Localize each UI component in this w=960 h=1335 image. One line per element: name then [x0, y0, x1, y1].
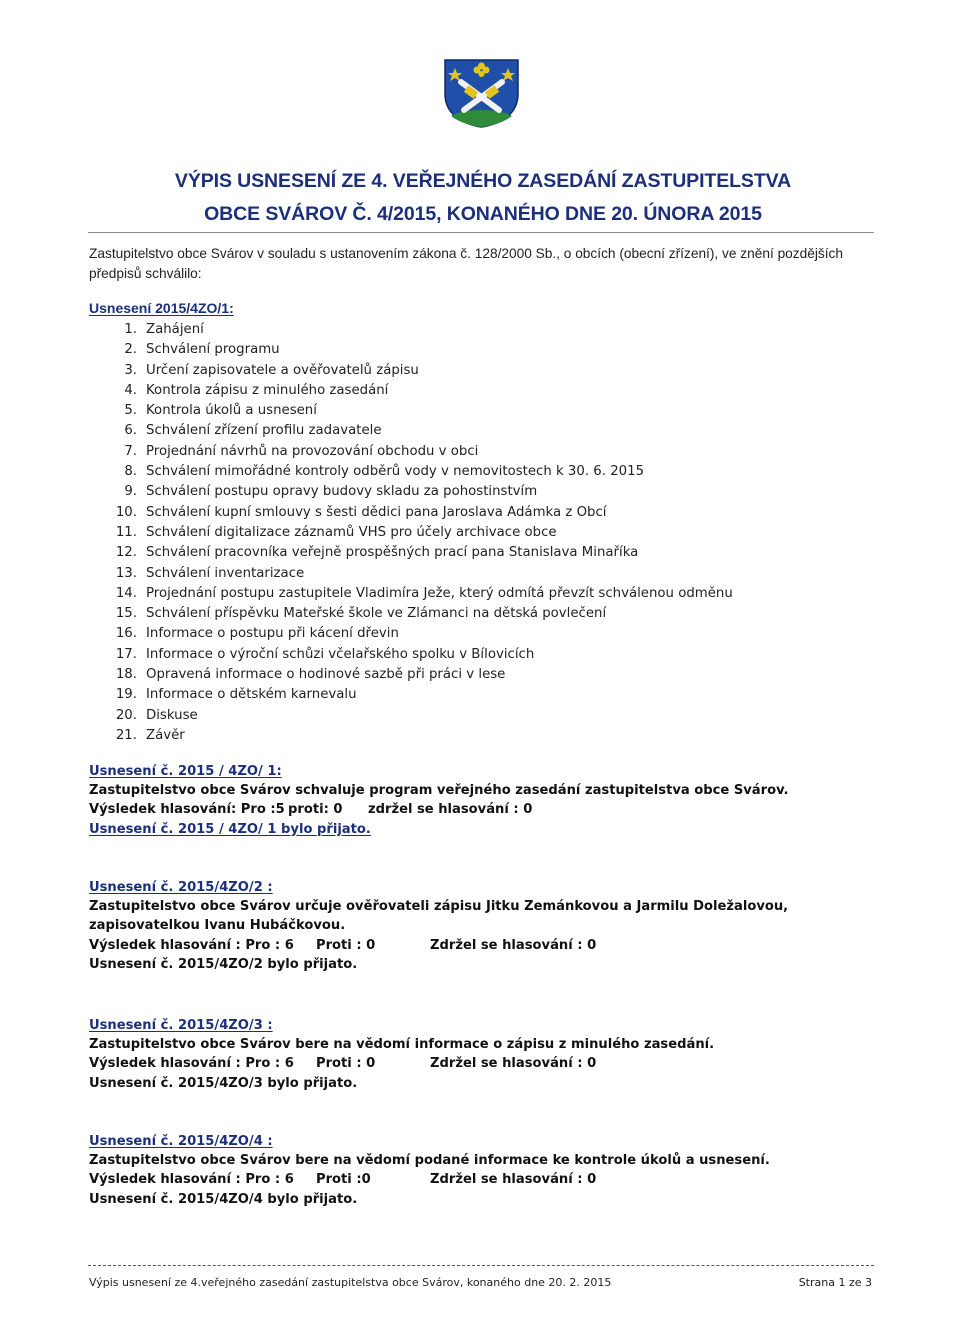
agenda-item-text: Zahájení	[146, 322, 204, 337]
agenda-item-text: Schválení kupní smlouvy s šesti dědici pana Jaroslava Adámka z Obcí	[146, 504, 607, 520]
agenda-item-number: 10.	[115, 504, 137, 520]
agenda-item-text: Schválení příspěvku Mateřské škole ve Zlámanci na dětská povlečení	[146, 606, 607, 622]
agenda-item-text: Kontrola zápisu z minulého zasedání	[146, 382, 389, 398]
agenda-item-number: 20.	[115, 707, 137, 723]
resolution-result: Usnesení č. 2015/4ZO/2 bylo přijato.	[89, 956, 358, 972]
vote-pro: Výsledek hlasování : Pro : 6	[89, 937, 294, 953]
footer-divider	[88, 1265, 874, 1266]
resolution-text: Zastupitelstvo obce Svárov bere na vědomí podané informace ke kontrole úkolů a usnesení.	[89, 1153, 770, 1169]
resolution-3	[89, 1016, 889, 1093]
agenda-item-text: Diskuse	[146, 707, 198, 723]
agenda-item-number: 16.	[115, 626, 137, 642]
vote-result	[89, 800, 889, 819]
agenda-item-text: Kontrola úkolů a usnesení	[146, 403, 317, 419]
resolution-heading: Usnesení č. 2015/4ZO/2 :	[89, 880, 273, 895]
agenda-item-text: Schválení digitalizace záznamů VHS pro účely archivace obce	[146, 524, 557, 540]
title-divider	[88, 232, 874, 233]
resolution-4	[89, 1132, 889, 1209]
agenda-item-number: 8.	[124, 464, 137, 480]
agenda-item-text: Informace o postupu při kácení dřevin	[146, 626, 399, 642]
agenda-heading: Usnesení 2015/4ZO/1:	[89, 300, 234, 316]
agenda-item-number: 12.	[115, 545, 137, 561]
document-title-line-1: VÝPIS USNESENÍ ZE 4. VEŘEJNÉHO ZASEDÁNÍ ZASTUPITELSTVA	[174, 170, 792, 192]
resolution-result: Usnesení č. 2015/4ZO/3 bylo přijato.	[89, 1075, 358, 1091]
agenda-item-number: 4.	[124, 382, 137, 398]
agenda-item-text: Určení zapisovatele a ověřovatelů zápisu	[146, 362, 419, 378]
resolution-result: Usnesení č. 2015/4ZO/4 bylo přijato.	[89, 1191, 358, 1207]
agenda-item-number: 18.	[115, 667, 137, 683]
vote-result	[89, 1054, 889, 1073]
resolution-text: Zastupitelstvo obce Svárov určuje ověřovateli zápisu Jitku Zemánkovou a Jarmilu Doležalovou, zapisovatelkou Ivanu Hubáčkovou.	[89, 899, 789, 934]
agenda-item-text: Schválení inventarizace	[146, 565, 305, 581]
agenda-item-text: Projednání návrhů na provozování obchodu v obci	[146, 443, 479, 459]
agenda-item-text: Schválení programu	[146, 342, 280, 358]
vote-pro: Výsledek hlasování : Pro : 6	[89, 1172, 294, 1188]
resolution-text: Zastupitelstvo obce Svárov bere na vědomí informace o zápisu z minulého zasedání.	[89, 1037, 715, 1053]
vote-proti: Proti : 0	[316, 937, 376, 953]
vote-zdrzel: Zdržel se hlasování : 0	[430, 1056, 597, 1072]
resolution-2	[89, 878, 889, 974]
municipal-crest-icon	[443, 58, 520, 128]
agenda-item-text: Závěr	[146, 727, 185, 743]
agenda-item-text: Projednání postupu zastupitele Vladimíra Ježe, který odmítá převzít schválenou odměnu	[146, 585, 733, 601]
agenda-item-text: Schválení mimořádné kontroly odběrů vody v nemovitostech k 30. 6. 2015	[146, 464, 645, 480]
agenda-item-number: 13.	[115, 565, 137, 581]
agenda-item-number: 14.	[115, 585, 137, 601]
resolution-heading: Usnesení č. 2015/4ZO/3 :	[89, 1018, 273, 1033]
agenda-item-text: Informace o dětském karnevalu	[146, 687, 357, 703]
intro-paragraph: Zastupitelstvo obce Svárov v souladu s ustanovením zákona č. 128/2000 Sb., o obcích (obecní zřízení), ve znění pozdějších předpisů schválilo:	[89, 246, 844, 281]
resolution-result: Usnesení č. 2015 / 4ZO/ 1 bylo přijato.	[89, 821, 371, 837]
agenda-item-text: Schválení zřízení profilu zadavatele	[146, 423, 382, 439]
resolution-1	[89, 762, 889, 839]
agenda-item-text: Schválení pracovníka veřejně prospěšných prací pana Stanislava Minaříka	[146, 545, 639, 561]
agenda-item-number: 19.	[115, 687, 137, 703]
vote-proti: proti: 0	[288, 802, 343, 818]
vote-zdrzel: zdržel se hlasování : 0	[368, 802, 533, 818]
agenda-item-number: 21.	[115, 727, 137, 743]
resolution-heading: Usnesení č. 2015/4ZO/4 :	[89, 1134, 273, 1149]
agenda-item-text: Informace o výroční schůzi včelařského spolku v Bílovicích	[146, 646, 535, 662]
agenda-item-text: Opravená informace o hodinové sazbě při práci v lese	[146, 667, 506, 683]
agenda-item-number: 11.	[115, 524, 137, 540]
agenda-item-number: 17.	[115, 646, 137, 662]
page-number: Strana 1 ze 3	[798, 1276, 872, 1289]
vote-result	[89, 1170, 889, 1189]
agenda-item-number: 6.	[124, 423, 137, 439]
vote-proti: Proti : 0	[316, 1056, 376, 1072]
resolution-text: Zastupitelstvo obce Svárov schvaluje program veřejného zasedání zastupitelstva obce Svárov.	[89, 783, 789, 799]
agenda-item-number: 9.	[124, 484, 137, 500]
agenda-item-text: Schválení postupu opravy budovy skladu za pohostinstvím	[146, 484, 538, 500]
agenda-item-number: 15.	[115, 606, 137, 622]
agenda-item-number: 2.	[124, 342, 137, 358]
agenda-item-number: 5.	[124, 403, 137, 419]
resolution-heading: Usnesení č. 2015 / 4ZO/ 1:	[89, 764, 282, 779]
agenda-item-number: 1.	[124, 322, 137, 337]
vote-zdrzel: Zdržel se hlasování : 0	[430, 1172, 597, 1188]
vote-pro: Výsledek hlasování : Pro : 6	[89, 1056, 294, 1072]
vote-result	[89, 936, 889, 955]
vote-pro: Výsledek hlasování: Pro :5	[89, 802, 285, 818]
footer-document-info: Výpis usnesení ze 4.veřejného zasedání zastupitelstva obce Svárov, konaného dne 20. 2. 2015	[89, 1276, 612, 1289]
vote-proti: Proti :0	[316, 1172, 371, 1188]
document-title-line-2: OBCE SVÁROV Č. 4/2015, KONANÉHO DNE 20. ÚNORA 2015	[204, 203, 762, 225]
agenda-item-number: 3.	[124, 362, 137, 378]
vote-zdrzel: Zdržel se hlasování : 0	[430, 937, 597, 953]
agenda-item-number: 7.	[124, 443, 137, 459]
